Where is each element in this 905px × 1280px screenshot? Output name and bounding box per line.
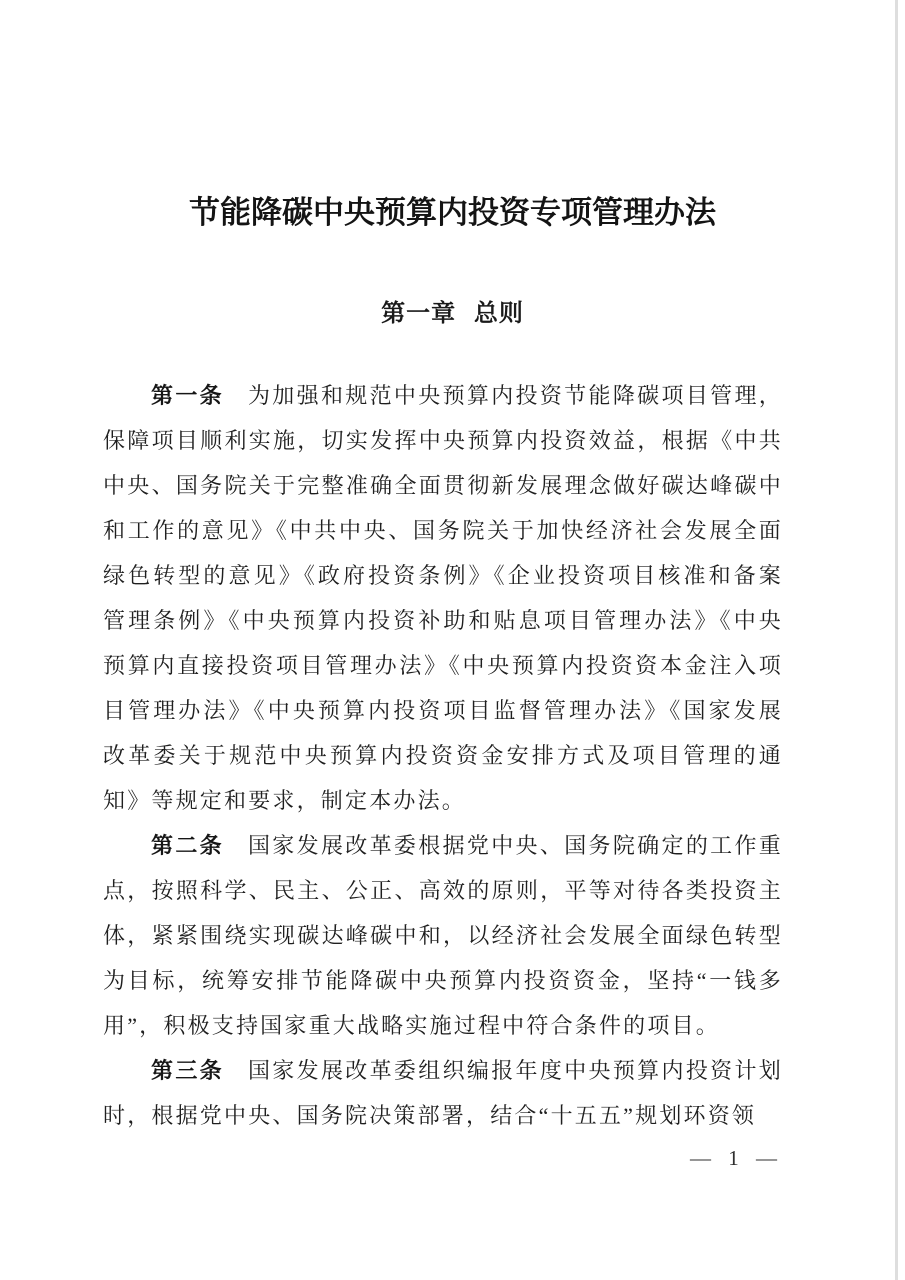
text-segment: 国家发展改革委根据党中央、国务院确定的工作重 <box>247 833 783 858</box>
text-line: 知》等规定和要求，制定本办法。 <box>103 788 467 813</box>
paragraph-article-1 <box>103 373 783 823</box>
article-label: 第一条 <box>151 383 224 408</box>
document-title: 节能降碳中央预算内投资专项管理办法 <box>189 195 716 230</box>
text-line: 改革委关于规范中央预算内投资资金安排方式及项目管理的通 <box>103 743 783 768</box>
text-segment: 为加强和规范中央预算内投资节能降碳项目管理， <box>247 383 783 408</box>
text-line: 时，根据党中央、国务院决策部署，结合“十五五”规划环资领 <box>103 1103 757 1128</box>
text-line: 用”，积极支持国家重大战略实施过程中符合条件的项目。 <box>103 1013 720 1038</box>
scan-edge-artifact <box>895 0 898 1280</box>
text-line <box>103 373 783 418</box>
paragraph-article-2 <box>103 823 783 1048</box>
article-label: 第三条 <box>151 1058 224 1083</box>
text-line <box>103 823 783 868</box>
paragraph-article-3 <box>103 1048 783 1138</box>
text-line: 绿色转型的意见》《政府投资条例》《企业投资项目核准和备案 <box>103 563 783 588</box>
text-line: 中央、国务院关于完整准确全面贯彻新发展理念做好碳达峰碳中 <box>103 473 783 498</box>
document-body <box>103 373 783 1138</box>
text-line: 预算内直接投资项目管理办法》《中央预算内投资资本金注入项 <box>103 653 783 678</box>
text-line: 和工作的意见》《中共中央、国务院关于加快经济社会发展全面 <box>103 518 783 543</box>
text-line: 为目标，统筹安排节能降碳中央预算内投资资金，坚持“一钱多 <box>103 968 783 993</box>
chapter-heading: 第一章 总则 <box>381 300 524 327</box>
text-line: 目管理办法》《中央预算内投资项目监督管理办法》《国家发展 <box>103 698 783 723</box>
text-line: 保障项目顺利实施，切实发挥中央预算内投资效益，根据《中共 <box>103 428 783 453</box>
text-line <box>103 1048 783 1093</box>
text-line: 点，按照科学、民主、公正、高效的原则，平等对待各类投资主 <box>103 878 783 903</box>
text-line: 管理条例》《中央预算内投资补助和贴息项目管理办法》《中央 <box>103 608 783 633</box>
text-line: 体，紧紧围绕实现碳达峰碳中和，以经济社会发展全面绿色转型 <box>103 923 783 948</box>
article-label: 第二条 <box>151 833 224 858</box>
text-segment: 国家发展改革委组织编报年度中央预算内投资计划 <box>247 1058 783 1083</box>
page-number: — 1 — <box>690 1146 783 1170</box>
